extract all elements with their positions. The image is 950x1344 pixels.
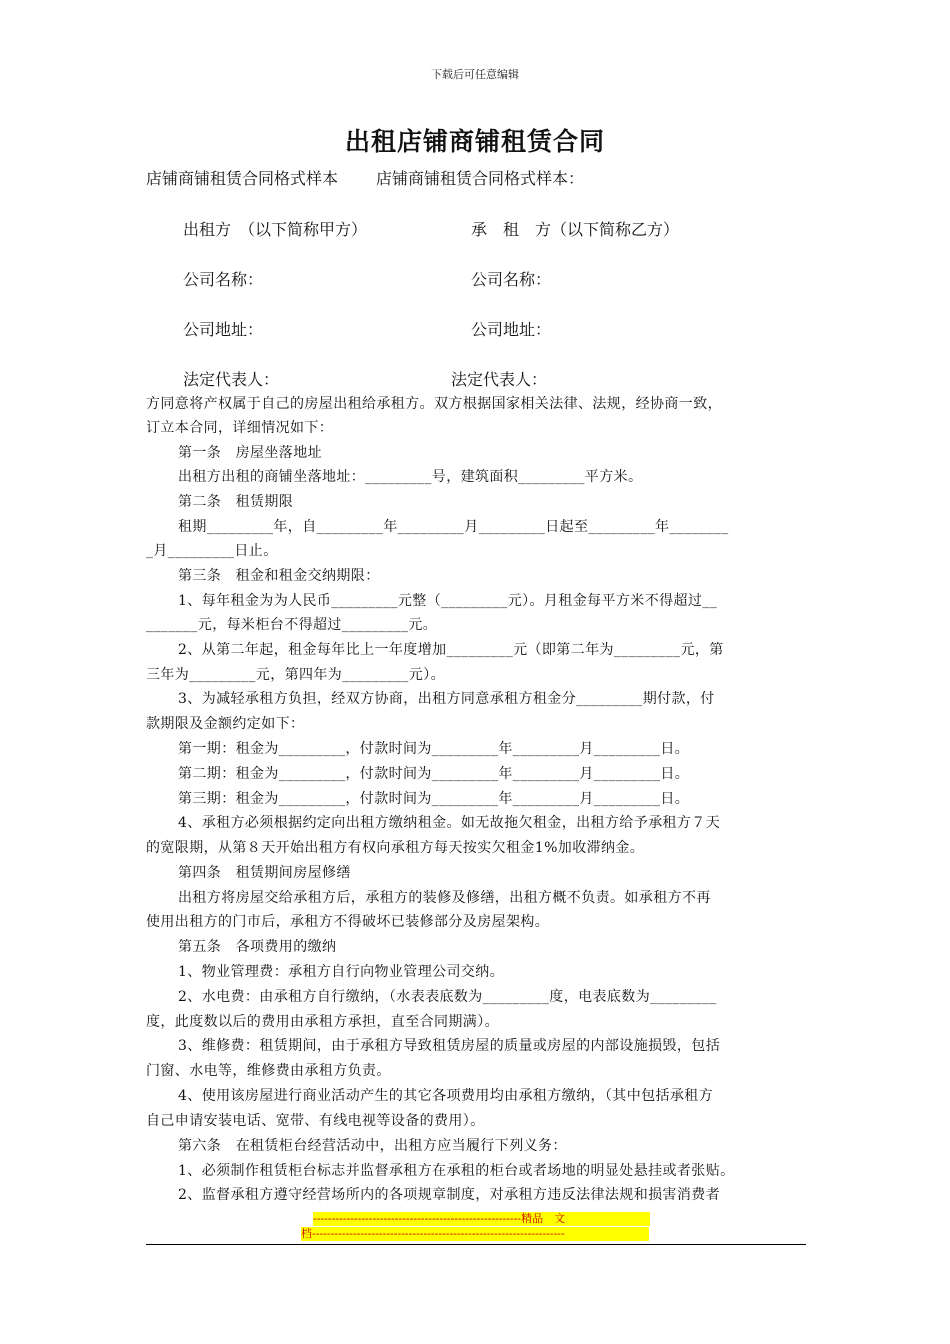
body-line: 度，此度数以后的费用由承租方承担，直至合同期满）。 xyxy=(146,1014,499,1030)
document-subtitle xyxy=(146,166,584,189)
payment-period-3: 第三期：租金为_________，付款时间为_________年_________月_________日。 xyxy=(178,791,690,807)
page-header-note: 下载后可任意编辑 xyxy=(431,68,519,81)
lessor-company-name: 公司名称： xyxy=(183,270,264,289)
article-heading: 第一条 房屋坐落地址 xyxy=(178,445,322,461)
subtitle-a: 店铺商铺租赁合同格式样本 xyxy=(146,169,339,188)
body-line: 1、必须制作租赁柜台标志并监督承租方在承租的柜台或者场地的明显处悬挂或者张贴。 xyxy=(178,1163,735,1179)
lessee-company-name: 公司名称： xyxy=(471,270,552,289)
body-line: 2、监督承租方遵守经营场所内的各项规章制度，对承租方违反法律法规和损害消费者 xyxy=(178,1187,721,1203)
body-line: 租期_________年，自_________年_________月_________日起至_________年________ xyxy=(178,519,729,535)
article-heading: 第二条 租赁期限 xyxy=(178,494,294,510)
lessee-label: 承 租 方（以下简称乙方） xyxy=(471,220,680,239)
payment-period-1: 第一期：租金为_________，付款时间为_________年_________月_________日。 xyxy=(178,741,690,757)
body-line: 出租方出租的商铺坐落地址：_________号，建筑面积_________平方米。 xyxy=(178,469,643,485)
lessor-legal-rep: 法定代表人： xyxy=(183,370,280,389)
body-line: 方同意将产权属于自己的房屋出租给承租方。双方根据国家相关法律、法规，经协商一致， xyxy=(146,396,722,412)
body-line: 门窗、水电等，维修费由承租方负责。 xyxy=(146,1063,391,1079)
body-line: _月_________日止。 xyxy=(146,543,278,559)
body-line: 出租方将房屋交给承租方后，承租方的装修及修缮，出租方概不负责。如承租方不再 xyxy=(178,890,711,906)
article-heading: 第四条 租赁期间房屋修缮 xyxy=(178,865,351,881)
lessee-legal-rep: 法定代表人： xyxy=(451,370,548,389)
subtitle-b: 店铺商铺租赁合同格式样本： xyxy=(376,169,585,188)
lessor-address: 公司地址： xyxy=(183,320,264,339)
body-line: 订立本合同，详细情况如下： xyxy=(146,420,334,436)
lessee-address: 公司地址： xyxy=(471,320,552,339)
body-line: 使用出租方的门市后，承租方不得破坏已装修部分及房屋架构。 xyxy=(146,914,550,930)
body-line: 1、物业管理费：承租方自行向物业管理公司交纳。 xyxy=(178,964,505,980)
article-heading: 第六条 在租赁柜台经营活动中，出租方应当履行下列义务： xyxy=(178,1138,567,1154)
body-line: 4、使用该房屋进行商业活动产生的其它各项费用均由承租方缴纳，（其中包括承租方 xyxy=(178,1088,714,1104)
body-line: 三年为_________元，第四年为_________元）。 xyxy=(146,667,445,683)
body-line: 的宽限期，从第８天开始出租方有权向承租方每天按实欠租金1%加收滞纳金。 xyxy=(146,840,645,856)
body-line: 款期限及金额约定如下： xyxy=(146,716,305,732)
body-line: _______元，每米柜台不得超过_________元。 xyxy=(146,617,438,633)
body-line: 2、水电费：由承租方自行缴纳，（水表表底数为_________度，电表底数为_________ xyxy=(178,989,717,1005)
body-line: 3、为减轻承租方负担，经双方协商，出租方同意承租方租金分_________期付款，付 xyxy=(178,691,715,707)
lessor-label: 出租方 （以下简称甲方） xyxy=(183,220,368,239)
body-line: 3、维修费：租赁期间，由于承租方导致租赁房屋的质量或房屋的内部设施损毁，包括 xyxy=(178,1038,721,1054)
footer-highlight-bar: --------------------------------------------------------精品 文 xyxy=(313,1212,650,1226)
body-line: 2、从第二年起，租金每年比上一年度增加_________元（即第二年为_________元，第 xyxy=(178,642,724,658)
body-line: 1、每年租金为为人民币_________元整（_________元）。月租金每平方米不得超过__ xyxy=(178,593,718,609)
article-heading: 第五条 各项费用的缴纳 xyxy=(178,939,337,955)
document-title: 出租店铺商铺租赁合同 xyxy=(344,127,605,156)
payment-period-2: 第二期：租金为_________，付款时间为_________年_________月_________日。 xyxy=(178,766,690,782)
body-line: 自己申请安装电话、宽带、有线电视等设备的费用）。 xyxy=(146,1113,485,1129)
article-heading: 第三条 租金和租金交纳期限： xyxy=(178,568,380,584)
body-line: 4、承租方必须根据约定向出租方缴纳租金。如无故拖欠租金，出租方给予承租方７天 xyxy=(178,815,721,831)
footer-rule xyxy=(146,1244,806,1245)
footer-highlight-bar: 档-------------------------------------------------------------------- xyxy=(301,1227,649,1241)
